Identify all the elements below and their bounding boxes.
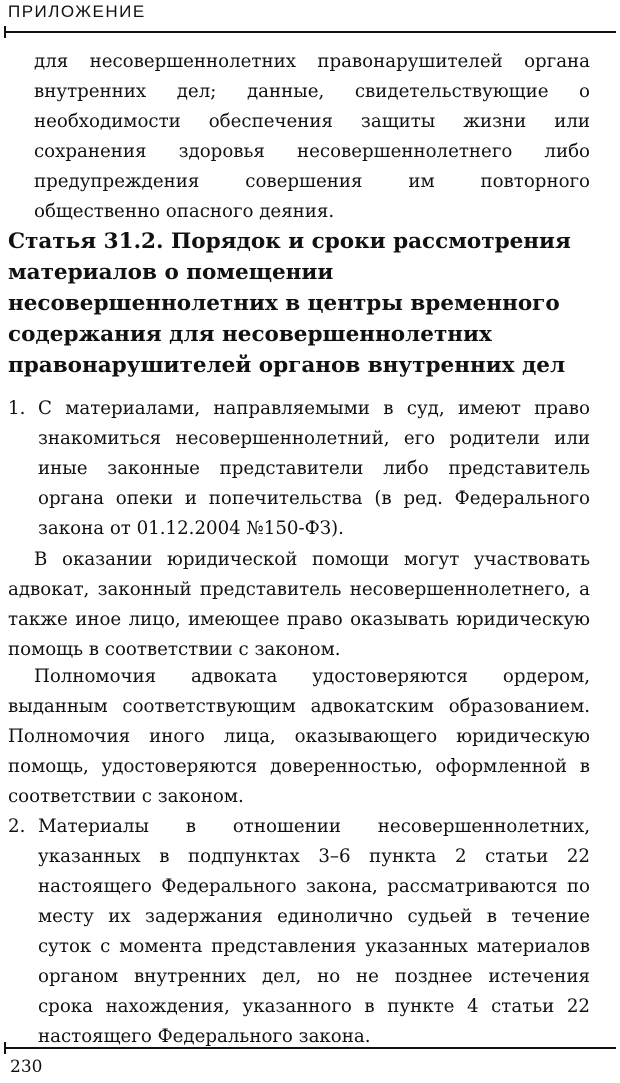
list-item-number: 2.: [8, 816, 26, 837]
footer-rule: [4, 1047, 616, 1049]
running-head: ПРИЛОЖЕНИЕ: [8, 2, 146, 21]
list-item-text: Материалы в отношении несовершеннолетних, указанных в подпунктах 3–6 пункта 2 статьи 22 настоящего Федерального закона, рассматриваются по месту их задержания единолично судьей в течение суток с момента представления указанных материалов органом внутренних дел, но не позднее истечения срока нахождения, указанного в пункте 4 статьи 22 настоящего Федерального закона.: [38, 816, 590, 1047]
list-item-number: 1.: [8, 398, 26, 419]
paragraph-authority: Полномочия адвоката удостоверяются ордером, выданным соответствующим адвокатским образованием. Полномочия иного лица, оказывающего юридическую помощь, удостоверяются доверенностью, оформленной в соответствии с законом.: [8, 666, 590, 807]
page-number: 230: [10, 1057, 43, 1077]
paragraph-legal-help: В оказании юридической помощи могут участвовать адвокат, законный представитель несовершеннолетнего, а также иное лицо, имеющее право оказывать юридическую помощь в соответствии с законом.: [8, 549, 590, 660]
continuation-paragraph: для несовершеннолетних правонарушителей органа внутренних дел; данные, свидетельствующие о необходимости обеспечения защиты жизни или сохранения здоровья несовершеннолетнего либо предупреждения совершения им повторного общественно опасного деяния.: [34, 51, 590, 222]
header-rule: [4, 31, 616, 33]
article-heading: Статья 31.2. Порядок и сроки рассмотрения материалов о помещении несовершеннолетних в центры временного содержания для несовершеннолетних правонарушителей органов внутренних дел: [8, 229, 571, 378]
list-item-text: С материалами, направляемыми в суд, имеют право знакомиться несовершеннолетний, его родители или иные законные представители либо представитель органа опеки и попечительства (в ред. Федерального закона от 01.12.2004 №150-ФЗ).: [38, 398, 590, 539]
